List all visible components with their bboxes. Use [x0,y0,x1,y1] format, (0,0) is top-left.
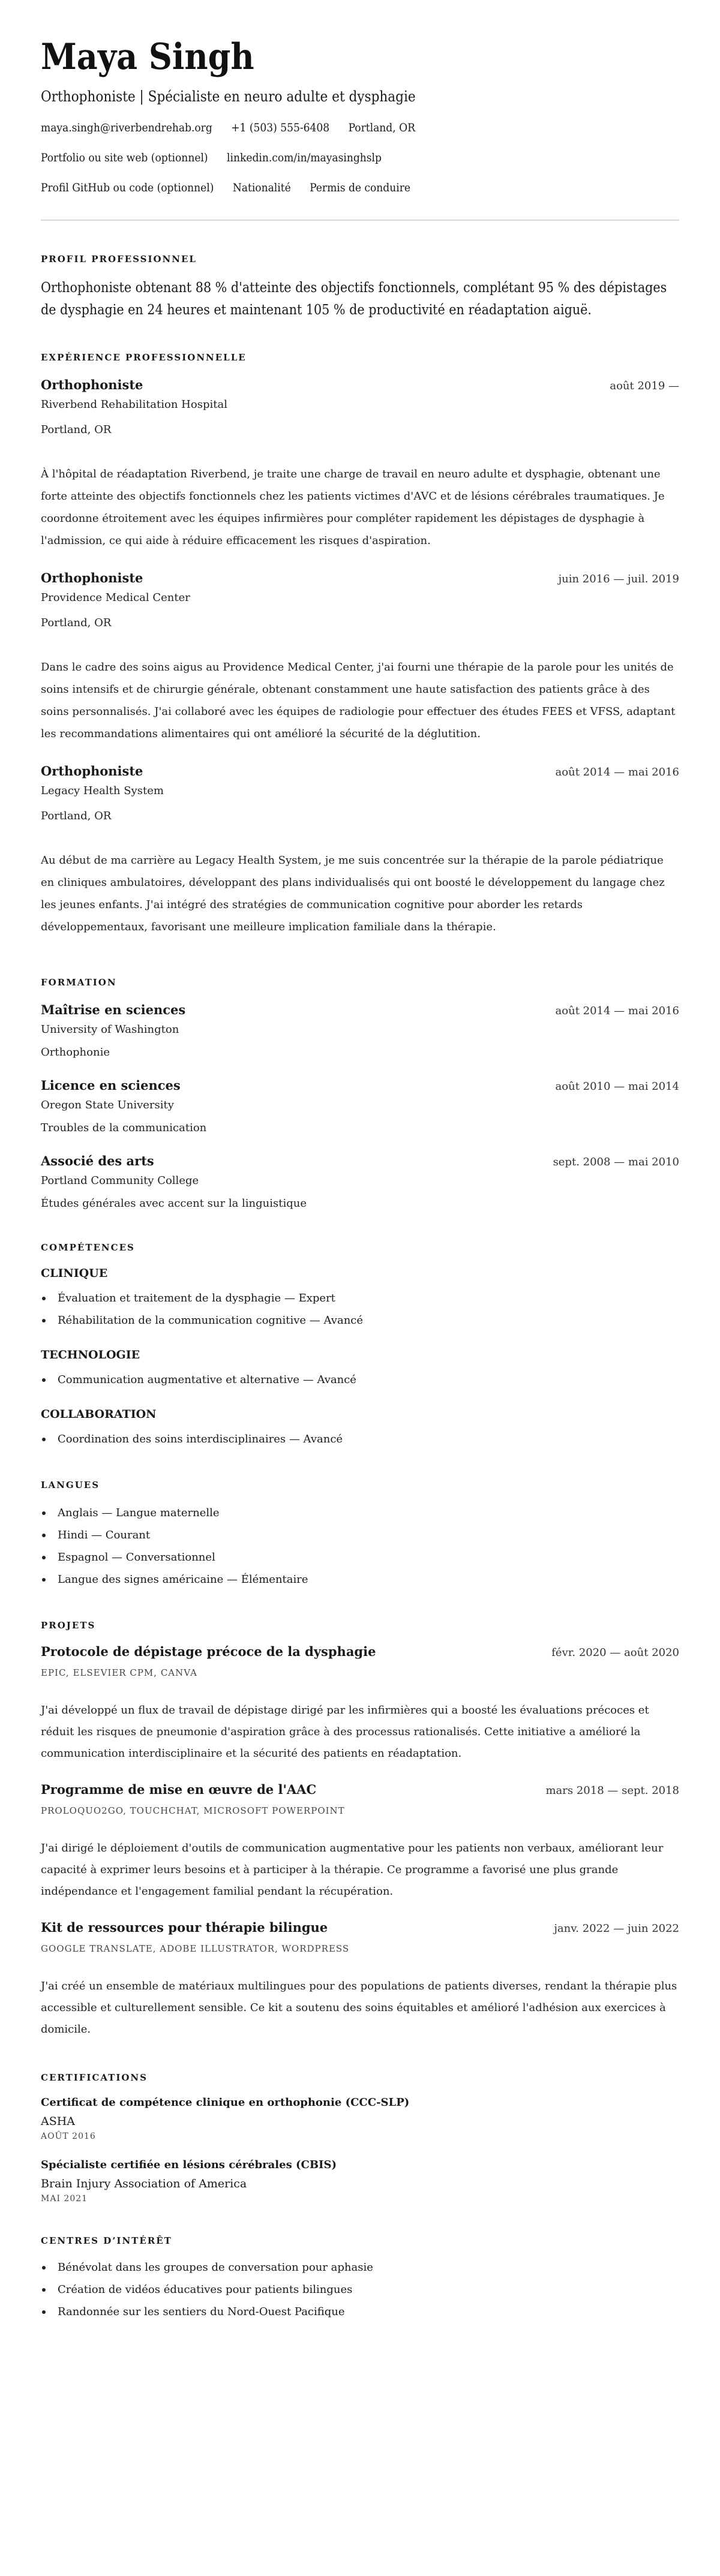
project-technologies: PROLOQUO2GO, TOUCHCHAT, MICROSOFT POWERPOINT [41,1805,345,1816]
certification-entry [41,2158,679,2204]
language-item: Anglais — Langue maternelle [41,1502,679,1524]
job-description: Au début de ma carrière au Legacy Health System, je me suis concentrée sur la thérapie de la parole pédiatrique en cliniques ambulatoires, développant des plans individualisés qui ont boosté le développement du langage chez les jeunes enfants. J'ai intégré des stratégies de communication cognitive pour aborder les retards développementaux, favorisant une meilleure implication familiale dans la thérapie. [41,854,665,933]
project-technologies: EPIC, ELSEVIER CPM, CANVA [41,1667,197,1678]
project-technologies: GOOGLE TRANSLATE, ADOBE ILLUSTRATOR, WORDPRESS [41,1943,350,1954]
project-title: Kit de ressources pour thérapie bilingue [41,1920,328,1935]
skill-category: CLINIQUE [41,1267,108,1280]
section-title: CENTRES D’INTÉRÊT [41,2235,172,2246]
experience-entry [41,763,679,938]
project-description: J'ai créé un ensemble de matériaux multilingues pour des populations de patients diverses, rendant la thérapie plus accessible et culturellement sensible. Ce kit a soutenu des soins équitables et amélioré l'adhésion aux exercices à domicile. [41,1980,677,2036]
entry-header [41,1643,679,1660]
skills-entries [41,1266,679,1450]
project-entry [41,1781,679,1902]
entry-header [41,1002,679,1018]
field-of-study: Troubles de la communication [41,1122,207,1134]
certification-date: AOÛT 2016 [41,2132,96,2141]
exp-entries [41,377,679,938]
education-entry [41,1077,679,1136]
contact-row [41,180,679,196]
skill-item: Communication augmentative et alternative — Avancé [41,1369,679,1391]
skill-list [41,1428,679,1450]
education-section [41,976,679,1212]
contact-row [41,150,679,166]
job-title: Orthophoniste [41,570,143,585]
header-divider [41,220,679,221]
experience-entry [41,377,679,552]
contact-license: Permis de conduire [310,181,410,194]
resume-header [41,36,679,196]
job-location: Portland, OR [41,423,112,436]
job-location: Portland, OR [41,617,112,629]
language-item: Espagnol — Conversationnel [41,1546,679,1568]
skill-category: COLLABORATION [41,1408,157,1421]
entry-dates: août 2014 — mai 2016 [555,1005,679,1017]
project-entry [41,1919,679,2040]
entry-header [41,1781,679,1798]
candidate-subtitle: Orthophoniste | Spécialiste en neuro adulte et dysphagie [41,88,416,105]
certification-name: Certificat de compétence clinique en orthophonie (CCC-SLP) [41,2096,410,2109]
field-of-study: Études générales avec accent sur la linguistique [41,1197,307,1210]
degree-title: Maîtrise en sciences [41,1002,186,1017]
job-title: Orthophoniste [41,764,143,778]
language-item: Langue des signes américaine — Élémentaire [41,1568,679,1591]
interests-section [41,2235,679,2323]
education-entry [41,1153,679,1212]
profile-summary: Orthophoniste obtenant 88 % d'atteinte des objectifs fonctionnels, complétant 95 % des dépistages de dysphagie en 24 heures et maintenant 105 % de productivité en réadaptation aiguë. [41,280,667,318]
interest-item: Randonnée sur les sentiers du Nord-Ouest Pacifique [41,2301,679,2323]
section-title: PROJETS [41,1620,96,1631]
entry-header [41,1153,679,1170]
entry-header [41,377,679,393]
languages-section [41,1479,679,1591]
contact-phone[interactable]: +1 (503) 555-6408 [231,121,330,134]
certification-date: MAI 2021 [41,2194,88,2204]
certification-name: Spécialiste certifiée en lésions cérébrales (CBIS) [41,2159,337,2171]
interest-list [41,2256,679,2323]
entry-dates: févr. 2020 — août 2020 [551,1646,679,1659]
section-title: CERTIFICATIONS [41,2072,148,2083]
certification-entry [41,2096,679,2141]
skill-list [41,1369,679,1391]
school-name: Oregon State University [41,1099,174,1111]
language-list [41,1502,679,1591]
school-name: University of Washington [41,1023,179,1036]
entry-dates: mars 2018 — sept. 2018 [545,1784,679,1797]
skill-item: Évaluation et traitement de la dysphagie — Expert [41,1287,679,1309]
section-title: COMPÉTENCES [41,1242,135,1253]
project-entry [41,1643,679,1765]
section-title: LANGUES [41,1480,100,1490]
entry-header [41,1077,679,1094]
school-name: Portland Community College [41,1174,199,1187]
certification-issuer: ASHA [41,2115,76,2128]
skill-list [41,1287,679,1331]
contact-nationality: Nationalité [232,181,291,194]
education-entry [41,1002,679,1060]
entry-dates: janv. 2022 — juin 2022 [554,1922,679,1935]
job-title: Orthophoniste [41,377,143,392]
candidate-name: Maya Singh [41,36,254,78]
job-location: Portland, OR [41,810,112,822]
language-item: Hindi — Courant [41,1524,679,1546]
section-title: FORMATION [41,977,117,988]
job-description: Dans le cadre des soins aigus au Providence Medical Center, j'ai fourni une thérapie de la parole pour les unités de soins intensifs et de chirurgie générale, obtenant constamment une haute satisfaction des patients grâce à des soins personnalisés. J'ai collaboré avec les équipes de radiologie pour effectuer des études FEES et VFSS, adaptant les recommandations alimentaires qui ont amélioré la sécurité de la déglutition. [41,661,676,740]
entry-header [41,570,679,587]
skill-item: Réhabilitation de la communication cognitive — Avancé [41,1309,679,1331]
employer-name: Legacy Health System [41,784,164,797]
section-title: EXPÉRIENCE PROFESSIONNELLE [41,352,247,363]
projects-section [41,1619,679,2040]
degree-title: Associé des arts [41,1153,154,1168]
proj-entries [41,1643,679,2040]
profile-section [41,253,679,321]
skill-category: TECHNOLOGIE [41,1348,140,1361]
entry-dates: juin 2016 — juil. 2019 [558,573,679,585]
contact-row [41,120,679,136]
entry-dates: août 2010 — mai 2014 [555,1080,679,1093]
section-title: PROFIL PROFESSIONNEL [41,254,197,264]
cert-entries [41,2096,679,2204]
edu-entries [41,1002,679,1212]
skills-section [41,1242,679,1450]
interest-item: Création de vidéos éducatives pour patients bilingues [41,2279,679,2301]
project-title: Programme de mise en œuvre de l'AAC [41,1782,317,1797]
contact-github[interactable]: Profil GitHub ou code (optionnel) [41,181,214,194]
field-of-study: Orthophonie [41,1046,110,1059]
employer-name: Providence Medical Center [41,591,190,604]
certifications-section [41,2072,679,2204]
experience-entry [41,570,679,745]
contact-linkedin[interactable]: linkedin.com/in/mayasinghslp [227,151,382,164]
project-description: J'ai dirigé le déploiement d'outils de communication augmentative pour les patients non verbaux, améliorant leur capacité à exprimer leurs besoins et à participer à la thérapie. Ce programme a favorisé une plus grande indépendance et l'engagement familial pendant la récupération. [41,1842,664,1898]
entry-dates: août 2014 — mai 2016 [555,766,679,778]
entry-dates: août 2019 — [610,380,679,392]
contact-portfolio[interactable]: Portfolio ou site web (optionnel) [41,151,208,164]
contact-location: Portland, OR [348,121,415,134]
job-description: À l'hôpital de réadaptation Riverbend, je traite une charge de travail en neuro adulte et dysphagie, obtenant une forte atteinte des objectifs fonctionnels chez les patients victimes d'AVC et de lésions cérébrales traumatiques. Je coordonne étroitement avec les équipes infirmières pour compléter rapidement les dépistages de dysphagie à l'admission, ce qui aide à réduire efficacement les risques d'aspiration. [41,468,665,547]
project-title: Protocole de dépistage précoce de la dysphagie [41,1644,376,1659]
certification-issuer: Brain Injury Association of America [41,2177,247,2190]
skill-item: Coordination des soins interdisciplinaires — Avancé [41,1428,679,1450]
project-description: J'ai développé un flux de travail de dépistage dirigé par les infirmières qui a boosté les évaluations précoces et réduit les risques de pneumonie d'aspiration grâce à des processus rationalisés. Cette initiative a amélioré la communication interdisciplinaire et la sécurité des patients en réadaptation. [41,1704,649,1760]
interest-item: Bénévolat dans les groupes de conversation pour aphasie [41,2256,679,2279]
entry-dates: sept. 2008 — mai 2010 [553,1156,679,1168]
entry-header [41,1919,679,1936]
contact-email[interactable]: maya.singh@riverbendrehab.org [41,121,212,134]
degree-title: Licence en sciences [41,1078,181,1093]
entry-header [41,763,679,780]
employer-name: Riverbend Rehabilitation Hospital [41,398,227,411]
experience-section [41,351,679,938]
